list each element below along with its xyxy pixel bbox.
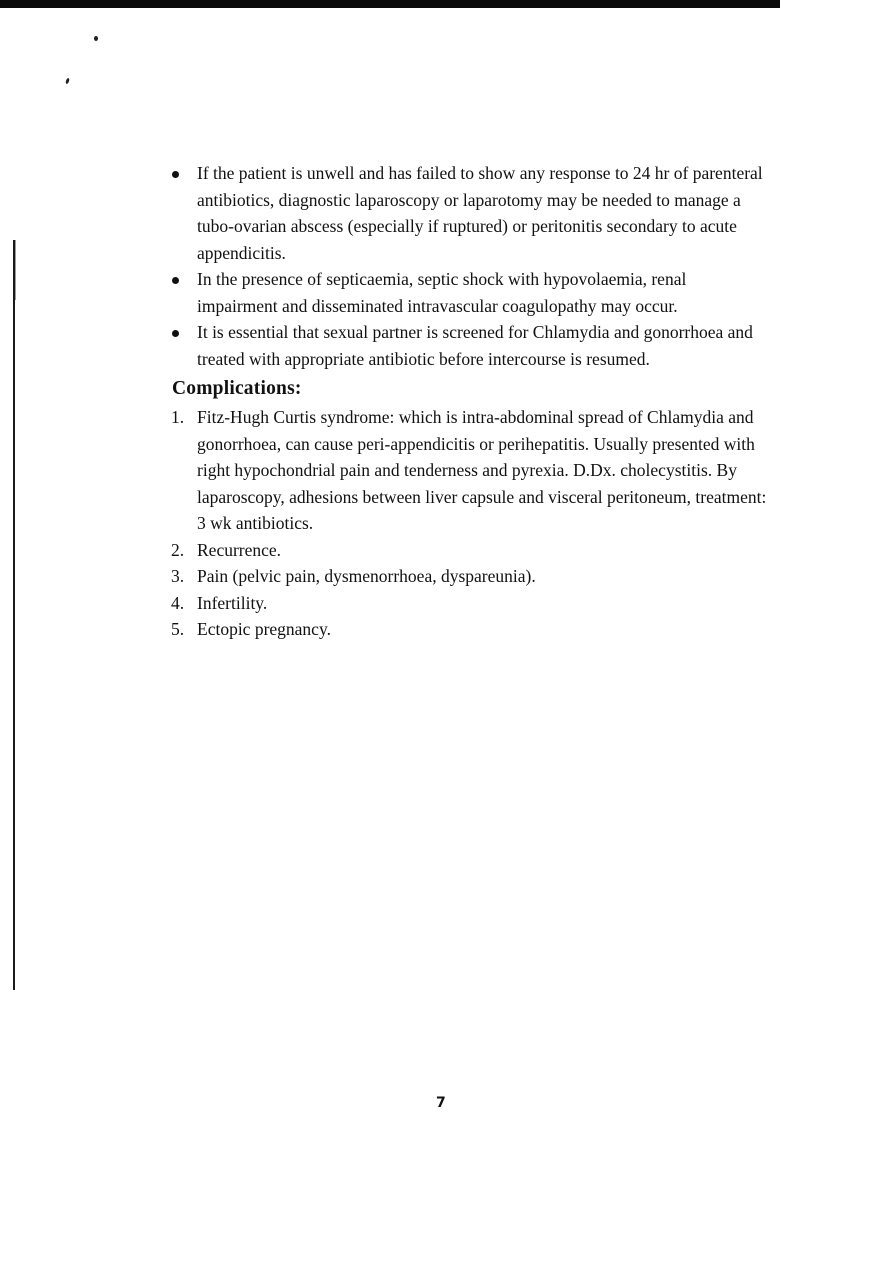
bullet-dot-icon [172, 171, 179, 178]
scan-top-edge [0, 0, 780, 8]
scan-speck [94, 36, 98, 41]
bullet-text: In the presence of septicaemia, septic shock with hypovolaemia, renal impairment and disseminated intravascular coagulopathy may occur. [197, 269, 687, 316]
complication-item [170, 537, 770, 564]
bullet-text: If the patient is unwell and has failed to show any response to 24 hr of parenteral antibiotics, diagnostic laparoscopy or laparotomy may be needed to manage a tubo-ovarian abscess (especially if ruptured) or peritonitis secondary to acute appendicitis. [197, 163, 763, 263]
bullet-item [170, 266, 770, 319]
complication-item [170, 590, 770, 617]
scan-left-edge [13, 240, 15, 990]
scan-speck [65, 78, 70, 85]
bullet-text: It is essential that sexual partner is screened for Chlamydia and gonorrhoea and treated with appropriate antibiotic before intercourse is resumed. [197, 322, 753, 369]
bullet-item [170, 160, 770, 266]
complication-item [170, 404, 770, 537]
complication-item [170, 616, 770, 643]
item-text: Ectopic pregnancy. [197, 619, 331, 639]
bullet-item [170, 319, 770, 372]
scan-left-edge-faint [15, 240, 16, 300]
complications-list [170, 404, 770, 643]
item-text: Fitz-Hugh Curtis syndrome: which is intra-abdominal spread of Chlamydia and gonorrhoea, can cause peri-appendicitis or perihepatitis. Usually presented with right hypochondrial pain and tenderness and pyrexia. D.Dx. cholecystitis. By laparoscopy, adhesions between liver capsule and visceral peritoneum, treatment: 3 wk antibiotics. [197, 407, 767, 533]
bullet-dot-icon [172, 330, 179, 337]
item-text: Recurrence. [197, 539, 282, 560]
item-text: Pain (pelvic pain, dysmenorrhoea, dyspareunia). [197, 566, 536, 586]
page-number: 7 [436, 1095, 446, 1111]
item-number: 2. [171, 539, 185, 560]
bullet-dot-icon [172, 277, 179, 284]
item-number: 1. [171, 407, 185, 427]
item-number: 3. [171, 566, 185, 586]
page-content [170, 160, 770, 643]
complications-heading: Complications: [172, 378, 302, 399]
item-text: Infertility. [197, 592, 268, 613]
item-number: 4. [171, 592, 185, 613]
bullet-list [170, 160, 770, 372]
complication-item [170, 563, 770, 590]
item-number: 5. [171, 619, 185, 639]
